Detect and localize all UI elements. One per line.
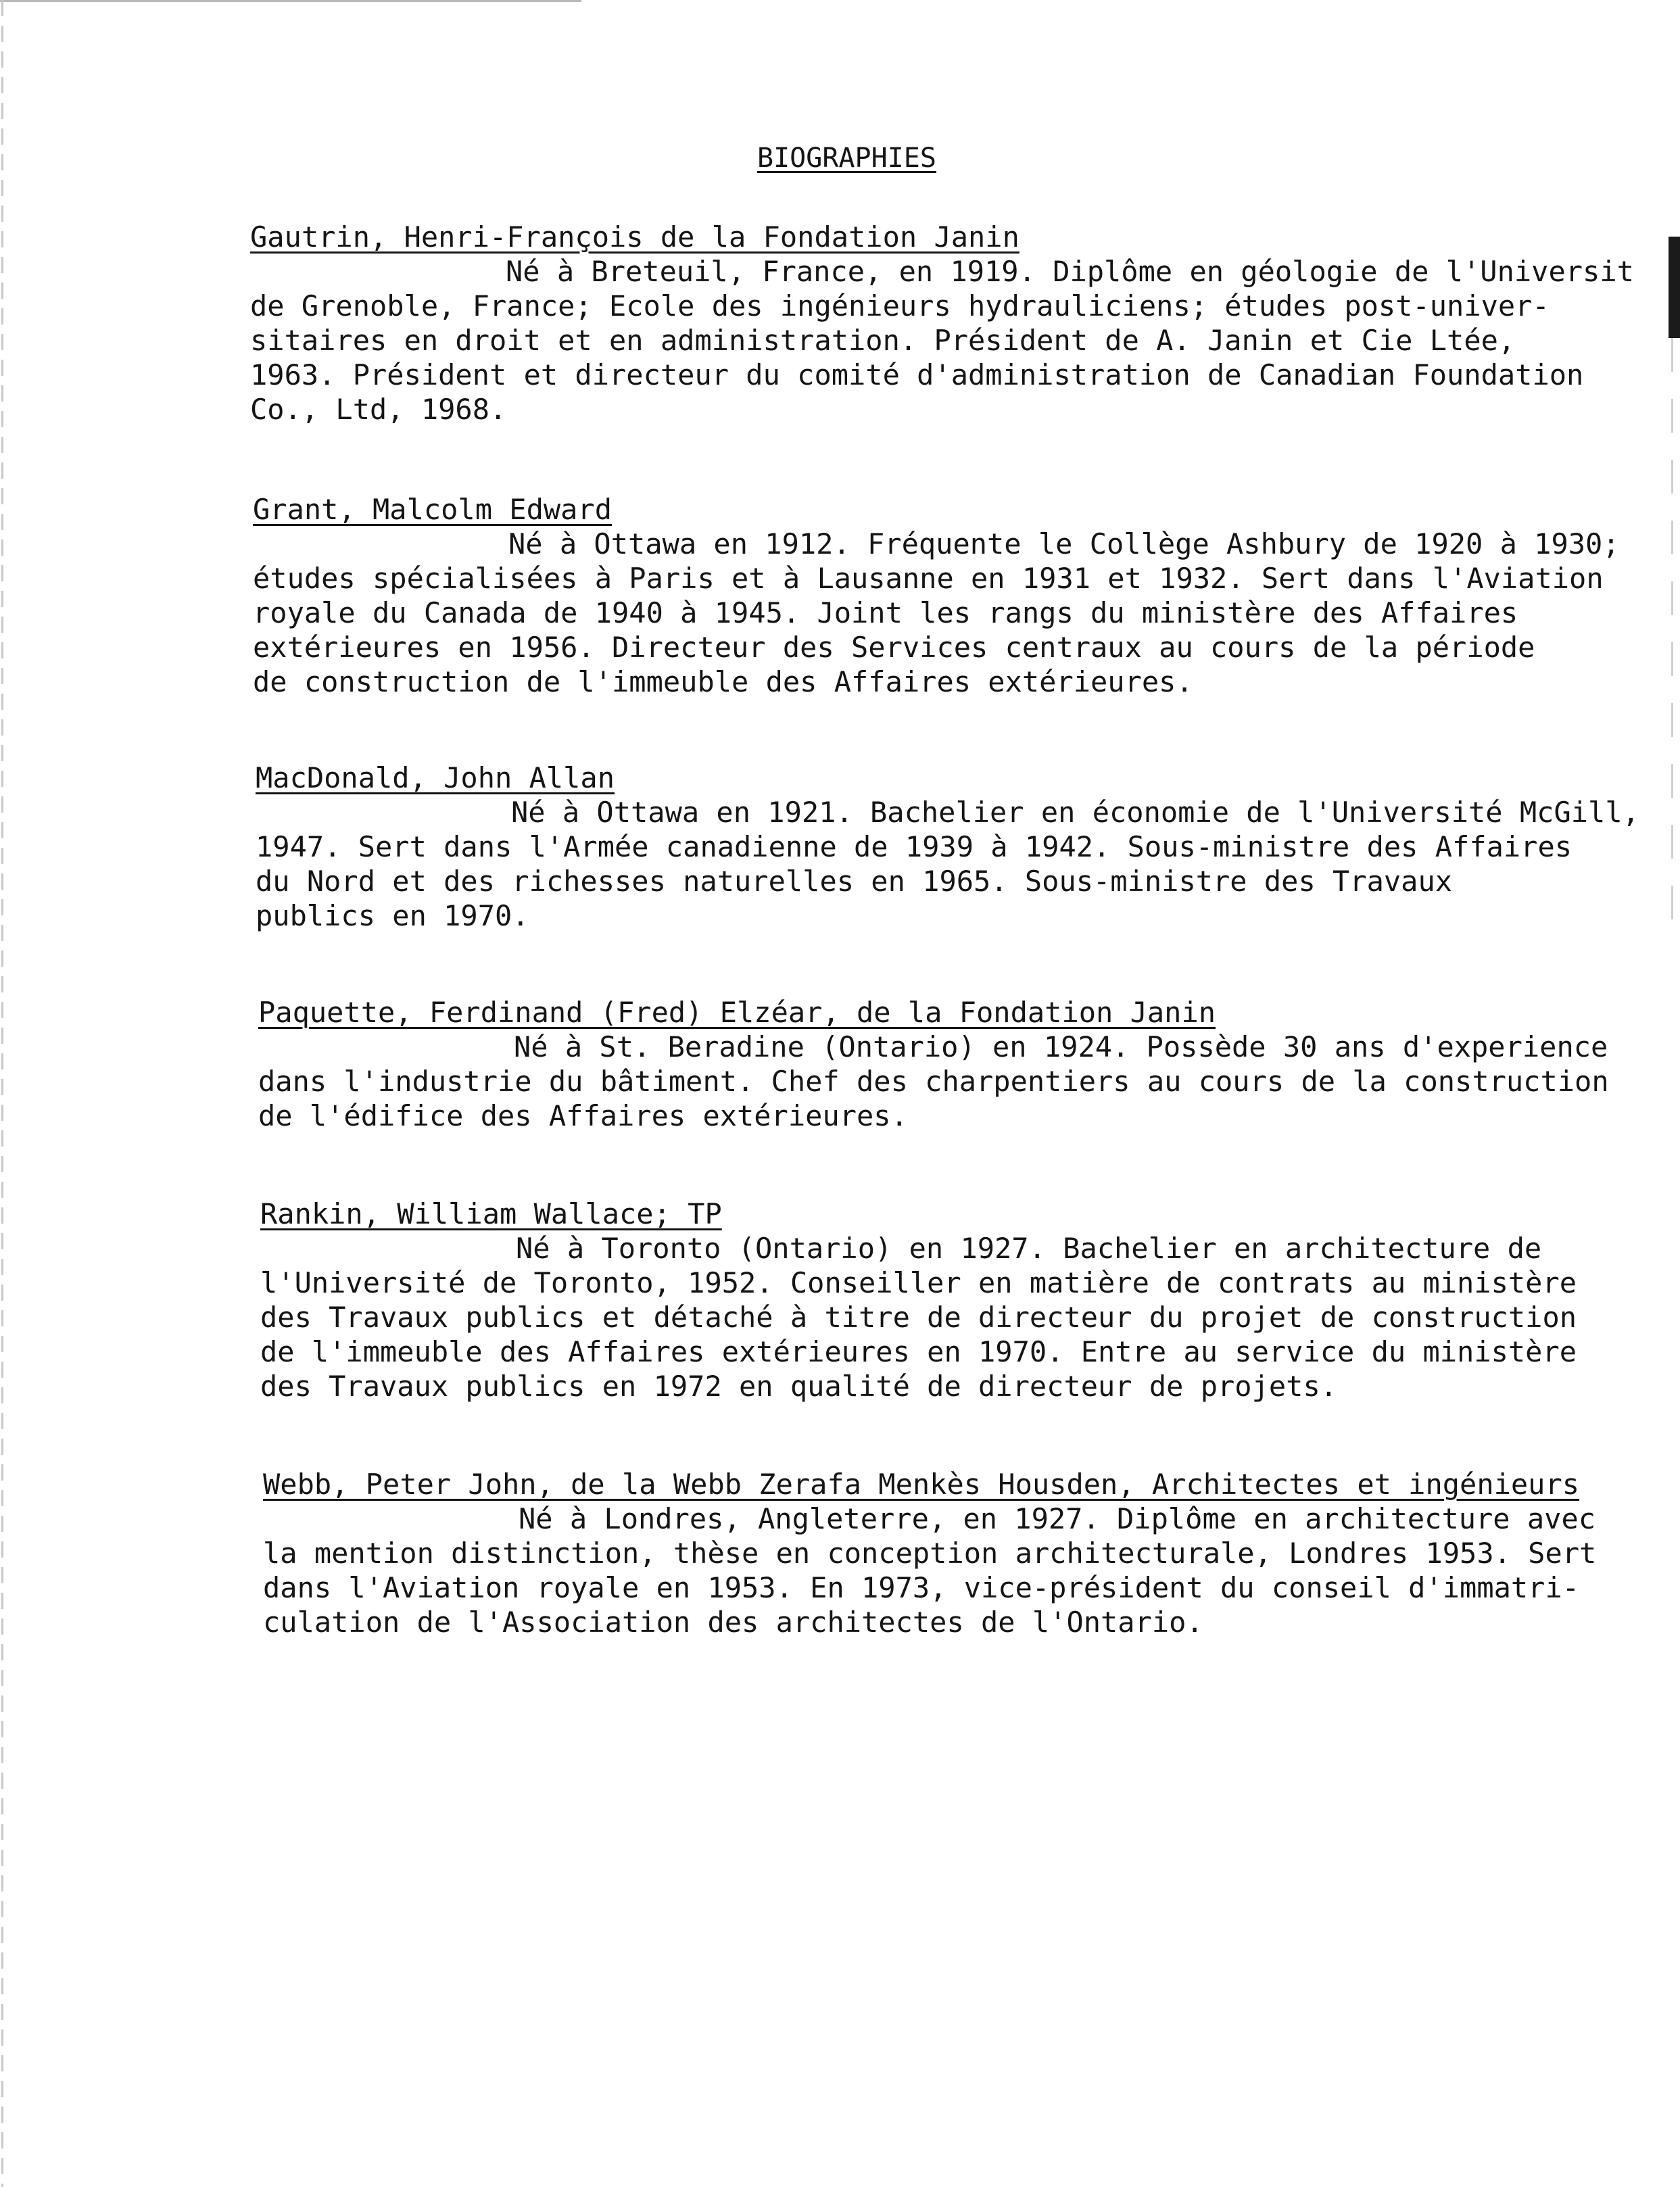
biography-line: Né à Ottawa en 1921. Bachelier en économie de l'Université McGill, — [511, 796, 1639, 829]
scan-edge-top — [0, 0, 581, 2]
biography-line: Co., Ltd, 1968. — [250, 393, 507, 426]
biography-line: dans l'industrie du bâtiment. Chef des charpentiers au cours de la construction — [258, 1065, 1609, 1098]
scan-edge-right — [1671, 338, 1673, 946]
biography-line: Né à St. Beradine (Ontario) en 1924. Possède 30 ans d'experience — [514, 1030, 1608, 1063]
biography-line: Né à Ottawa en 1912. Fréquente le Collège Ashbury de 1920 à 1930; — [508, 527, 1620, 560]
biography-line: royale du Canada de 1940 à 1945. Joint les rangs du ministère des Affaires — [253, 596, 1518, 629]
biography-name: Paquette, Ferdinand (Fred) Elzéar, de la Fondation Janin — [258, 996, 1216, 1029]
biography-entry-gautrin — [250, 220, 1634, 427]
biography-line: Né à Toronto (Ontario) en 1927. Bachelier en architecture de — [516, 1232, 1542, 1265]
biography-line: de l'édifice des Affaires extérieures. — [258, 1099, 908, 1132]
biography-line: de construction de l'immeuble des Affaires extérieures. — [253, 665, 1193, 698]
biography-line: Né à Londres, Angleterre, en 1927. Diplôme en architecture avec — [519, 1502, 1596, 1535]
biography-line: dans l'Aviation royale en 1953. En 1973, vice-président du conseil d'immatri- — [263, 1571, 1580, 1604]
biography-line: du Nord et des richesses naturelles en 1965. Sous-ministre des Travaux — [256, 865, 1453, 898]
biography-line: de l'immeuble des Affaires extérieures en 1970. Entre au service du ministère — [260, 1335, 1577, 1368]
scan-edge-mark — [1669, 237, 1680, 338]
biography-line: la mention distinction, thèse en conception architecturale, Londres 1953. Sert — [263, 1537, 1597, 1570]
biography-line: sitaires en droit et en administration. Président de A. Janin et Cie Ltée, — [250, 324, 1516, 357]
biography-line: 1963. Président et directeur du comité d'administration de Canadian Foundation — [250, 358, 1584, 391]
biography-name: MacDonald, John Allan — [256, 761, 615, 794]
biography-line: études spécialisées à Paris et à Lausanne en 1931 et 1932. Sert dans l'Aviation — [253, 562, 1604, 595]
biography-entry-rankin — [260, 1197, 1577, 1403]
biography-line: Né à Breteuil, France, en 1919. Diplôme en géologie de l'Universit — [506, 255, 1634, 288]
biography-line: 1947. Sert dans l'Armée canadienne de 1939 à 1942. Sous-ministre des Affaires — [256, 830, 1573, 863]
biography-name: Gautrin, Henri-François de la Fondation Janin — [250, 220, 1019, 254]
biography-entry-webb — [263, 1467, 1596, 1639]
biography-line: des Travaux publics en 1972 en qualité de directeur de projets. — [260, 1370, 1338, 1403]
biography-entry-grant — [253, 492, 1620, 699]
biography-line: publics en 1970. — [256, 899, 529, 932]
biography-line: culation de l'Association des architectes de l'Ontario. — [263, 1606, 1203, 1639]
page-title: BIOGRAPHIES — [757, 143, 936, 174]
biography-line: de Grenoble, France; Ecole des ingénieurs hydrauliciens; études post-univer- — [250, 289, 1550, 322]
biography-name: Rankin, William Wallace; TP — [260, 1197, 722, 1230]
scan-edge-left — [1, 0, 3, 2187]
biography-entry-paquette — [258, 995, 1609, 1133]
biography-line: des Travaux publics et détaché à titre de directeur du projet de construction — [260, 1301, 1577, 1334]
biography-line: extérieures en 1956. Directeur des Services centraux au cours de la période — [253, 631, 1535, 664]
biography-line: l'Université de Toronto, 1952. Conseiller en matière de contrats au ministère — [260, 1266, 1577, 1299]
biography-name: Webb, Peter John, de la Webb Zerafa Menkès Housden, Architectes et ingénieurs — [263, 1468, 1580, 1501]
biography-entry-macdonald — [256, 761, 1639, 933]
biography-name: Grant, Malcolm Edward — [253, 493, 613, 526]
